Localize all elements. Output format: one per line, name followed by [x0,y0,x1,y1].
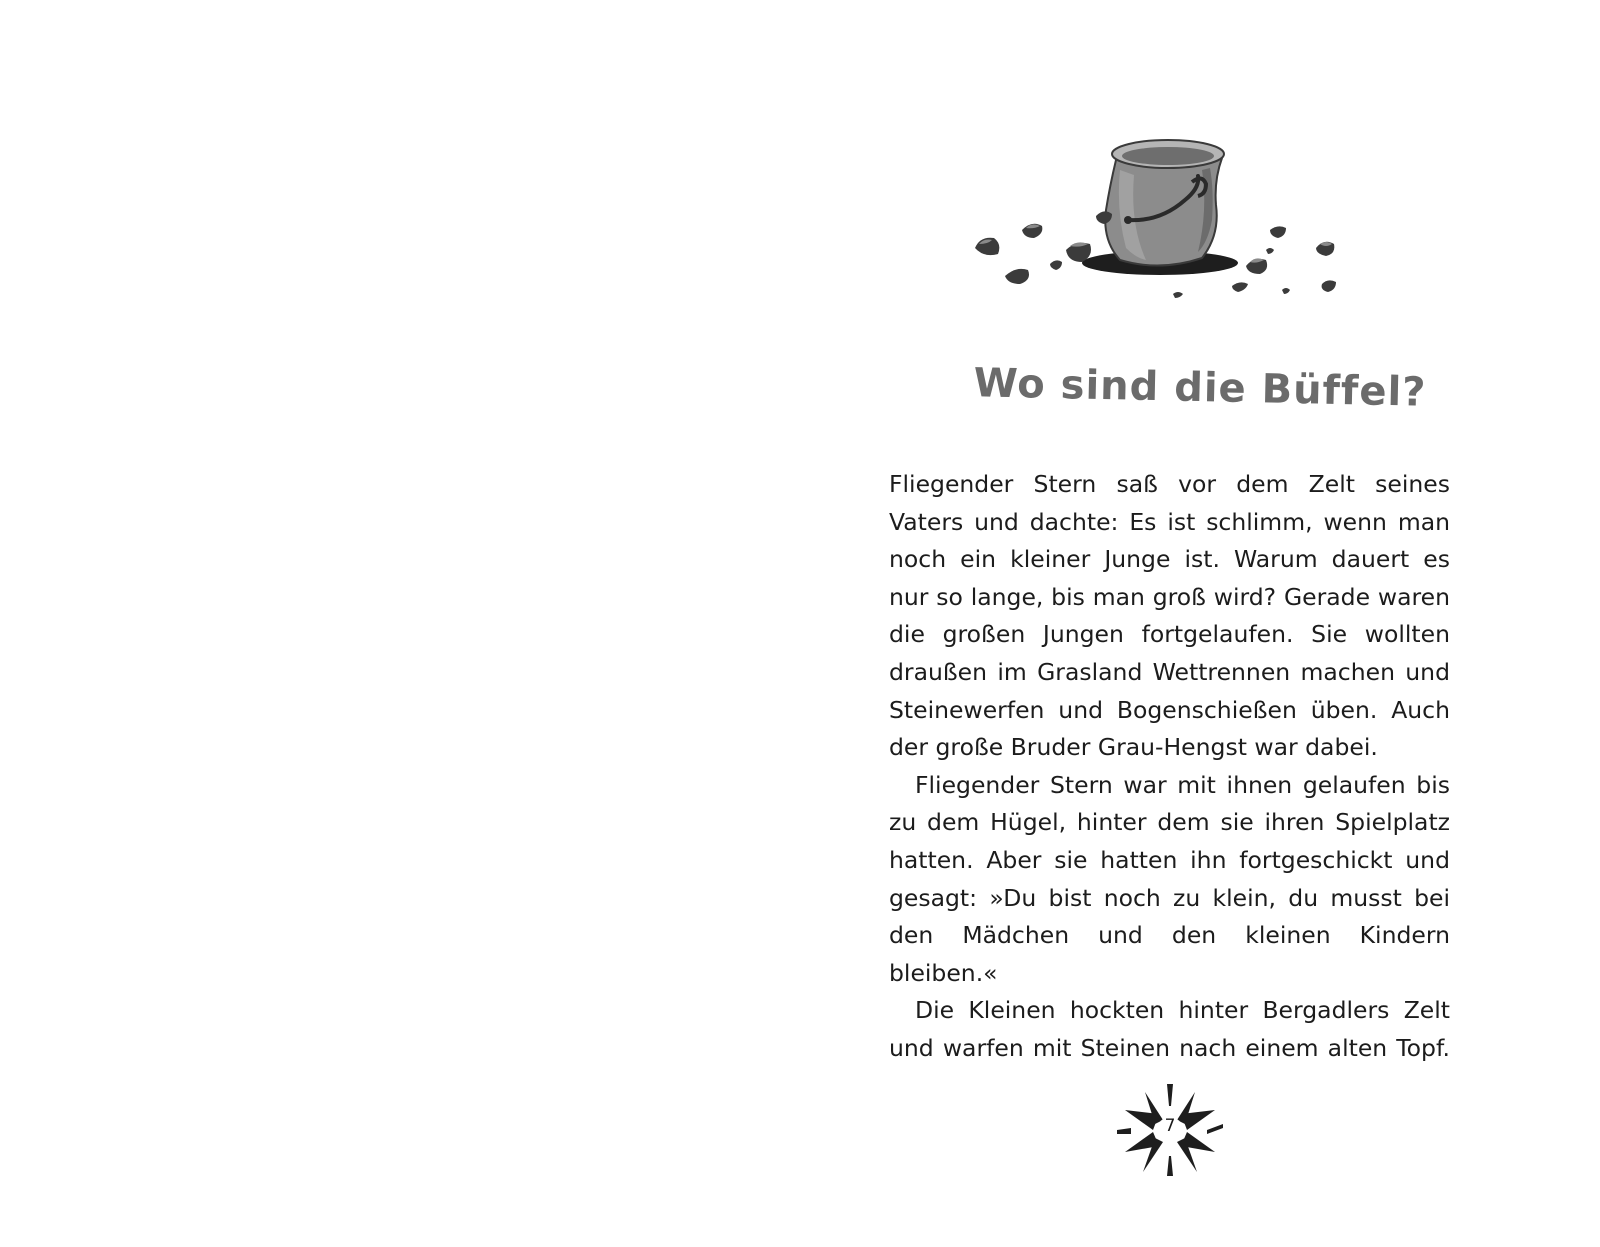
page-number: 7 [1164,1116,1176,1136]
paragraph-3: Die Kleinen hockten hinter Bergadlers Zelt und warfen mit Steinen nach einem alten Topf. [889,996,1450,1062]
paragraph-1: Fliegender Stern saß vor dem Zelt seines Vaters und dachte: Es ist schlimm, wenn man noch ein kleiner Junge ist. Warum dauert es nur so lange, bis man groß wird? Gerade waren die großen Jungen fortgelaufen. Sie wollten draußen im Grasland Wettrennen machen und Steinewerfen und Bogenschießen üben. Auch der große Bruder Grau-Hengst war dabei. [889,470,1450,762]
pot-and-stones-illustration [970,130,1350,310]
right-page [800,0,1600,1247]
paragraph-2: Fliegender Stern war mit ihnen gelaufen bis zu dem Hügel, hinter dem sie ihren Spielplatz hatten. Aber sie hatten ihn fortgeschickt und gesagt: »Du bist noch zu klein, du musst bei den Mädchen und den kleinen Kindern bleiben.« [889,770,1450,987]
chapter-title: Wo sind die Büffel? [973,360,1427,416]
body-text [889,466,1450,1068]
